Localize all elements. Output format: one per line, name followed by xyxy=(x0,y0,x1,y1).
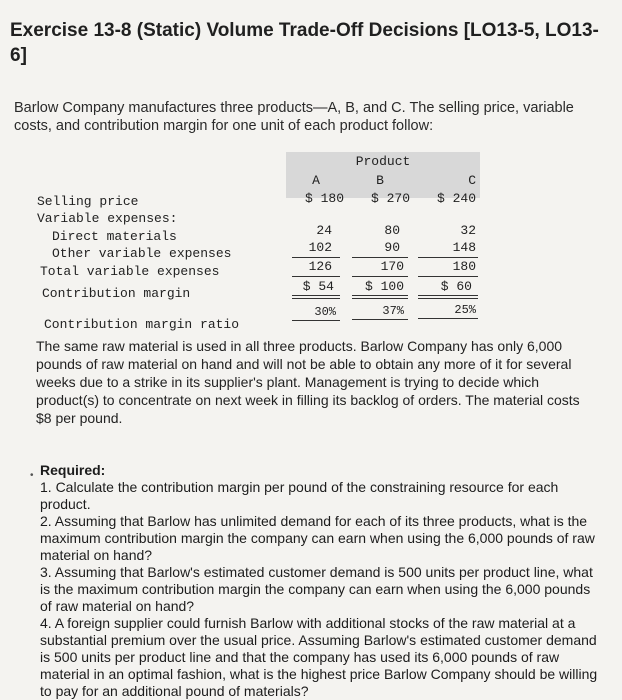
ratio-line-c xyxy=(418,318,478,319)
total-line-a xyxy=(292,276,340,277)
subtotal-line-a xyxy=(292,257,340,258)
selling-price-c: $ 240 xyxy=(436,191,476,206)
total-variable-a: 126 xyxy=(308,259,332,274)
required-item-4: 4. A foreign supplier could furnish Barlow with additional stocks of the raw material at a substantial premium over the usual price. Assuming Barlow's estimated customer demand is 500 units per product line and that the company has used its 6,000 pounds of raw material in an optimal fashion, what is the highest price Barlow Company should be willing to pay for an additional pound of materials? xyxy=(40,615,598,699)
cm-ratio-b: 37% xyxy=(382,304,404,318)
row-label-variable-expenses: Variable expenses: xyxy=(37,211,178,226)
required-item-3: 3. Assuming that Barlow's estimated customer demand is 500 units per product line, what is the maximum contribution margin the company can earn when using the 6,000 pounds of raw material on hand? xyxy=(40,564,593,614)
subtotal-line-c xyxy=(418,257,478,258)
direct-materials-b: 80 xyxy=(384,223,400,238)
required-section xyxy=(40,462,600,700)
required-item-2: 2. Assuming that Barlow has unlimited demand for each of its three products, what is the maximum contribution margin the company can earn when using the 6,000 pounds of raw material on hand? xyxy=(40,513,595,563)
column-header-c: C xyxy=(468,173,476,188)
selling-price-b: $ 270 xyxy=(370,191,410,206)
cm-double-line-c xyxy=(418,295,478,296)
total-line-c xyxy=(418,276,478,277)
contribution-margin-c: $ 60 xyxy=(440,279,472,294)
row-label-cm-ratio: Contribution margin ratio xyxy=(44,317,240,332)
other-variable-c: 148 xyxy=(452,240,476,255)
cm-double-line-b xyxy=(352,295,408,296)
row-label-contribution-margin: Contribution margin xyxy=(42,286,191,301)
row-label-other-variable: Other variable expenses xyxy=(52,246,232,261)
column-header-a: A xyxy=(312,173,320,188)
selling-price-a: $ 180 xyxy=(304,191,344,206)
intro-text: Barlow Company manufactures three products—A, B, and C. The selling price, variable costs, and contribution margin for one unit of each product follow: xyxy=(14,100,574,134)
product-group-header: Product xyxy=(355,154,411,169)
row-label-selling-price: Selling price xyxy=(37,194,139,209)
cm-ratio-a: 30% xyxy=(314,305,336,319)
required-heading: Required: xyxy=(40,462,106,478)
row-label-direct-materials: Direct materials xyxy=(52,229,177,244)
product-table xyxy=(30,152,476,342)
contribution-margin-b: $ 100 xyxy=(364,279,404,294)
required-item-1: 1. Calculate the contribution margin per pound of the constraining resource for each product. xyxy=(40,479,559,512)
column-header-b: B xyxy=(376,173,384,188)
contribution-margin-a: $ 54 xyxy=(302,279,334,294)
total-variable-b: 170 xyxy=(380,259,404,274)
total-variable-c: 180 xyxy=(452,259,476,274)
total-line-b xyxy=(352,276,408,277)
cm-ratio-c: 25% xyxy=(454,303,476,317)
row-label-total-variable: Total variable expenses xyxy=(40,264,220,279)
subtotal-line-b xyxy=(352,257,408,258)
direct-materials-a: 24 xyxy=(316,223,332,238)
exercise-title: Exercise 13-8 (Static) Volume Trade-Off Decisions [LO13-5, LO13-6] xyxy=(10,20,599,66)
ratio-line-a xyxy=(292,320,340,321)
other-variable-b: 90 xyxy=(384,240,400,255)
bullet-marker: • xyxy=(30,470,34,481)
scenario-paragraph: The same raw material is used in all three products. Barlow Company has only 6,000 pounds of raw material on hand and will not be able to obtain any more of it for several weeks due to a strike in its supplier's plant. Management is trying to decide which product(s) to concentrate on next week in filling its backlog of orders. The material costs $8 per pound. xyxy=(36,338,580,426)
other-variable-a: 102 xyxy=(308,240,332,255)
cm-double-line-a xyxy=(292,295,340,296)
direct-materials-c: 32 xyxy=(460,223,476,238)
ratio-line-b xyxy=(352,319,408,320)
